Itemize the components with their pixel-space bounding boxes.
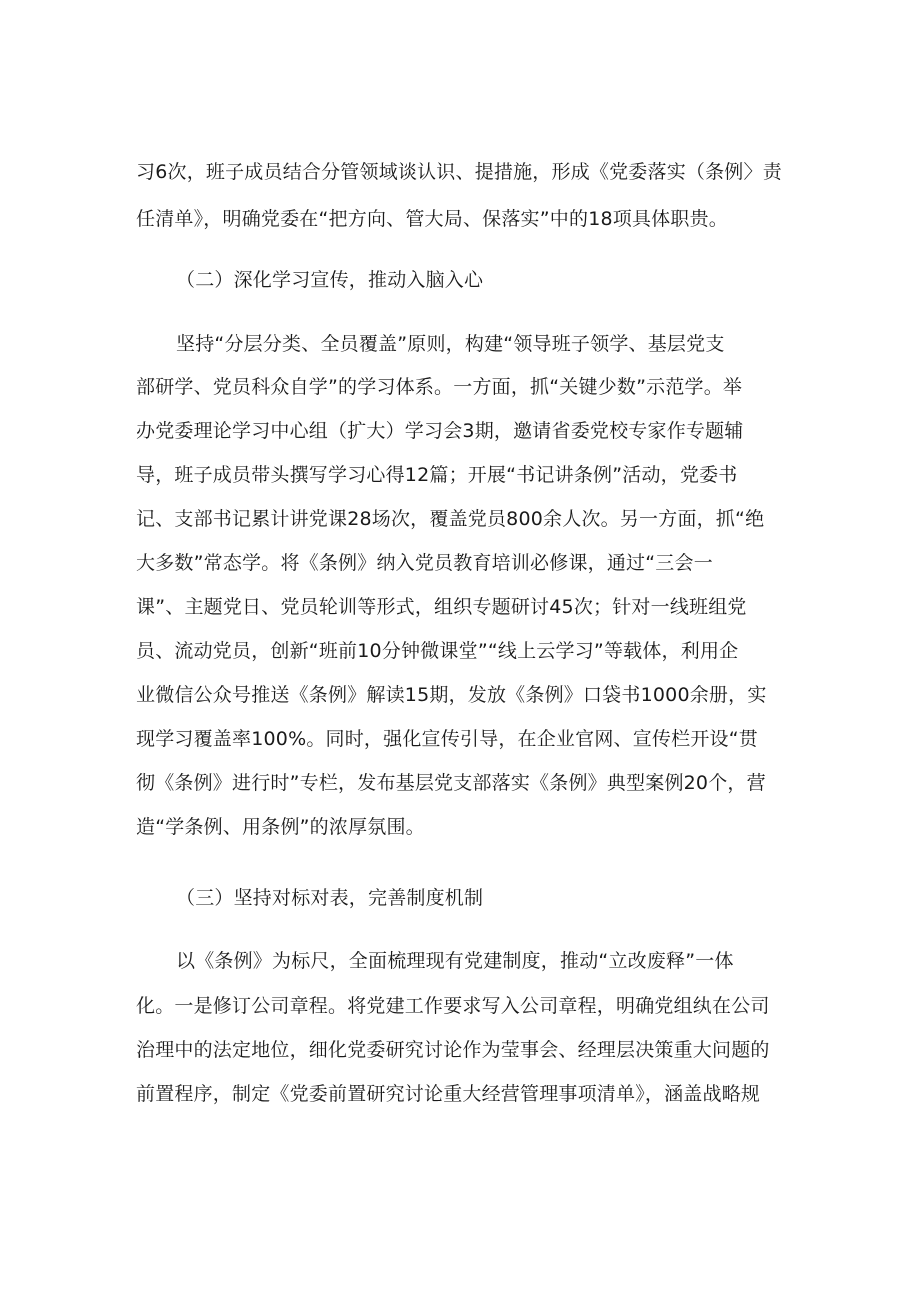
paragraph-line: 任清单》，明确党委在“把方向、管大局、保落实”中的18项具体职贵。 [136, 208, 728, 230]
paragraph-line: 习6次，班子成员结合分管领域谈认识、提措施，形成《党委落实（条例〉责 [136, 161, 782, 183]
paragraph-line: 业微信公众号推送《条例》解读15期，发放《条例》口袋书1000余册，实 [136, 684, 767, 706]
paragraph-line: 坚持“分层分类、全员覆盖”原则，构建“领导班子领学、基层党支 [176, 333, 725, 355]
paragraph-line: 记、支部书记累计讲党课28场次，覆盖党员800余人次。另一方面，抓“绝 [136, 508, 765, 530]
paragraph-line: 造“学条例、用条例”的浓厚氛围。 [136, 816, 425, 838]
paragraph-line: 办党委理论学习中心组（扩大）学习会3期，邀请省委党校专家作专题辅 [136, 420, 744, 442]
paragraph-line: 课”、主题党日、党员轮训等形式，组织专题研讨45次；针对一线班组党 [136, 596, 747, 618]
paragraph-line: 以《条例》为标尺，全面梳理现有党建制度，推动“立改废释”一体 [176, 950, 734, 972]
paragraph-line: 员、流动党员，创新“班前10分钟微课堂”“线上云学习”等载体，利用企 [136, 640, 739, 662]
paragraph-line: 化。一是修订公司章程。将党建工作要求写入公司章程，明确党组纨在公司 [136, 995, 770, 1017]
paragraph-line: 导，班子成员带头撰写学习心得12篇；开展“书记讲条例”活动，党委书 [136, 464, 738, 486]
section-heading: （三）坚持对标对表，完善制度机制 [176, 887, 484, 909]
paragraph-line: 治理中的法定地位，细化党委研究讨论作为莹事会、经理层决策重大问题的 [136, 1039, 770, 1061]
section-heading: （二）深化学习宣传，推动入脑入心 [176, 269, 484, 291]
paragraph-line: 彻《条例》进行时”专栏，发布基层党支部落实《条例》典型案例20个，营 [136, 772, 766, 794]
paragraph-line: 大多数”常态学。将《条例》纳入党员教育培训必修课，通过“三会一 [136, 552, 713, 574]
paragraph-line: 部研学、党员科众自学”的学习体系。一方面，抓“关键少数”示范学。举 [136, 376, 743, 398]
paragraph-line: 前置程序，制定《党委前置研究讨论重大经营管理事项清单》，涵盖战略规 [136, 1083, 761, 1105]
paragraph-line: 现学习覆盖率100%。同时，强化宣传引导，在企业官网、宣传栏开设“贯 [136, 728, 758, 750]
